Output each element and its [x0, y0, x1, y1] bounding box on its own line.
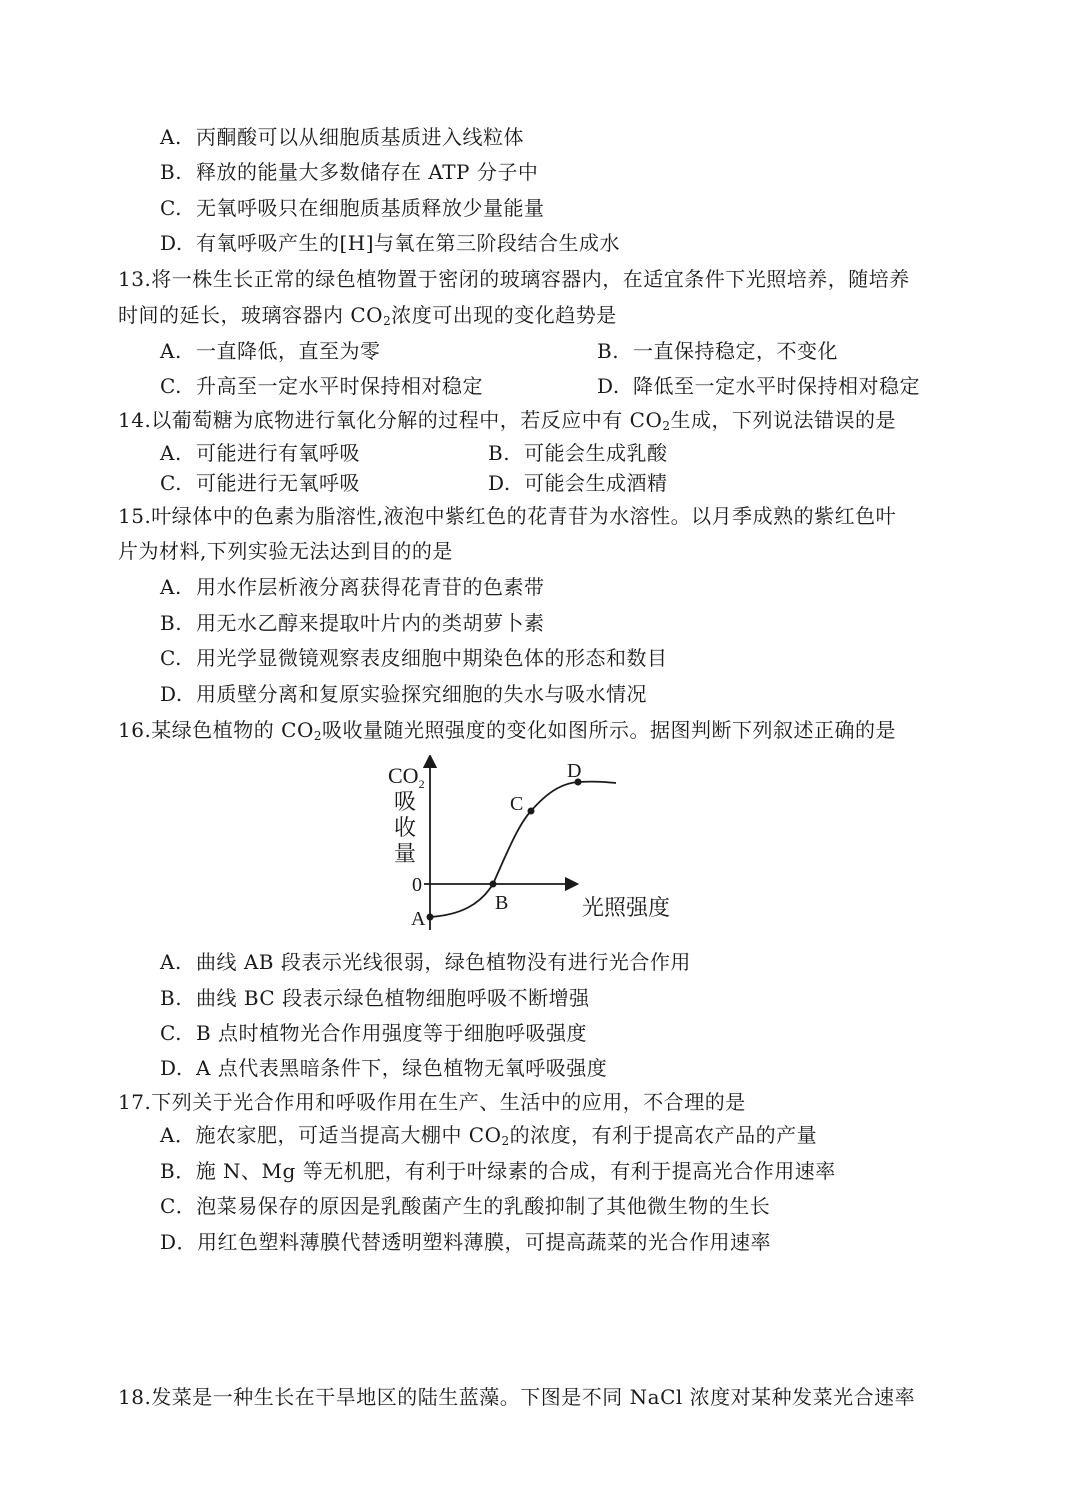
q16-option-a: A. 曲线 AB 段表示光线很弱，绿色植物没有进行光合作用 [160, 950, 691, 974]
q13-stem-line2: 时间的延长，玻璃容器内 $CO_2$浓度可出现的变化趋势是 [118, 303, 617, 328]
q16-option-b: B. 曲线 BC 段表示绿色植物细胞呼吸不断增强 [160, 986, 590, 1010]
q13-option-a: A. 一直降低，直至为零 [160, 339, 381, 363]
q15-option-b: B. 用无水乙醇来提取叶片内的类胡萝卜素 [160, 611, 545, 635]
q17-option-d: D．用红色塑料薄膜代替透明塑料薄膜，可提高蔬菜的光合作用速率 [160, 1230, 772, 1254]
point-b-label: B [495, 892, 509, 914]
q14-option-d: D. 可能会生成酒精 [488, 471, 668, 495]
point-a-label: A [411, 908, 426, 930]
q14-stem: 14.以葡萄糖为底物进行氧化分解的过程中，若反应中有 $CO_2$生成，下列说法错误的是 [118, 408, 897, 433]
q12-option-a: A. 丙酮酸可以从细胞质基质进入线粒体 [160, 125, 524, 149]
x-axis-label: 光照强度 [582, 896, 671, 921]
q17-option-b: B．施 N、Mg 等无机肥，有利于叶绿素的合成，有利于提高光合作用速率 [160, 1159, 836, 1183]
q16-option-d: D. A 点代表黑暗条件下，绿色植物无氧呼吸强度 [160, 1056, 608, 1080]
point-b [490, 881, 497, 888]
q14-option-a: A. 可能进行有氧呼吸 [160, 441, 360, 465]
y-axis-label-char-1: 吸 [394, 790, 417, 815]
q15-option-d: D. 用质壁分离和复原实验探究细胞的失水与吸水情况 [160, 682, 647, 706]
point-c-label: C [510, 793, 524, 815]
q16-option-c: C. B 点时植物光合作用强度等于细胞呼吸强度 [160, 1021, 588, 1045]
q13-option-d: D. 降低至一定水平时保持相对稳定 [597, 374, 920, 398]
point-d-label: D [567, 760, 582, 782]
q17-option-a: A．施农家肥，可适当提高大棚中 $CO_2$的浓度，有利于提高农产品的产量 [160, 1123, 818, 1148]
q17-option-c: C．泡菜易保存的原因是乳酸菌产生的乳酸抑制了其他微生物的生长 [160, 1194, 771, 1218]
point-a [427, 914, 434, 921]
origin-label: 0 [412, 874, 422, 896]
q15-stem-line1: 15.叶绿体中的色素为脂溶性,液泡中紫红色的花青苷为水溶性。以月季成熟的紫红色叶 [118, 504, 897, 528]
q14-option-b: B. 可能会生成乳酸 [488, 441, 668, 465]
q16-stem: 16.某绿色植物的 $CO_2$吸收量随光照强度的变化如图所示。据图判断下列叙述正确的是 [118, 718, 897, 743]
q12-option-b: B. 释放的能量大多数储存在 ATP 分子中 [160, 160, 539, 184]
point-c [528, 808, 535, 815]
q17-stem: 17.下列关于光合作用和呼吸作用在生产、生活中的应用，不合理的是 [118, 1090, 746, 1114]
q15-stem-line2: 片为材料,下列实验无法达到目的的是 [118, 539, 453, 563]
q15-option-a: A. 用水作层析液分离获得花青苷的色素带 [160, 575, 545, 599]
q13-option-b: B. 一直保持稳定，不变化 [597, 339, 838, 363]
co2-uptake-figure [380, 755, 690, 935]
q12-option-d: D. 有氧呼吸产生的[H]与氧在第三阶段结合生成水 [160, 231, 621, 255]
q13-option-c: C. 升高至一定水平时保持相对稳定 [160, 374, 483, 398]
y-axis-label-char-3: 量 [394, 842, 417, 867]
y-axis-label-char-2: 收 [394, 816, 417, 841]
y-axis-label-co: $CO_2$ [388, 763, 425, 791]
q15-option-c: C. 用光学显微镜观察表皮细胞中期染色体的形态和数目 [160, 646, 668, 670]
q12-option-c: C. 无氧呼吸只在细胞质基质释放少量能量 [160, 196, 545, 220]
q13-stem-line1: 13.将一株生长正常的绿色植物置于密闭的玻璃容器内，在适宜条件下光照培养，随培养 [118, 267, 910, 291]
q18-stem-line1: 18.发菜是一种生长在干旱地区的陆生蓝藻。下图是不同 NaCl 浓度对某种发菜光合速率 [118, 1385, 916, 1409]
q14-option-c: C. 可能进行无氧呼吸 [160, 471, 360, 495]
